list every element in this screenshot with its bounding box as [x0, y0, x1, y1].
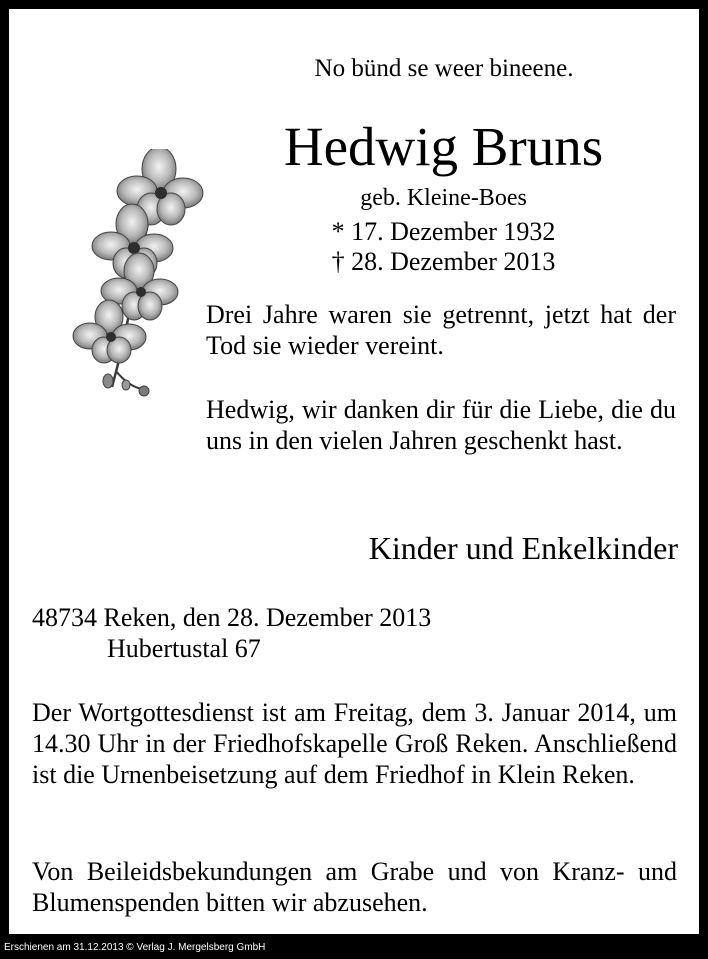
motto: No bünd se weer bineene. [314, 55, 574, 82]
mourners-signature: Kinder und Enkelkinder [368, 530, 678, 566]
deceased-name: Hedwig Bruns [283, 116, 604, 177]
service-info-paragraph: Der Wortgottesdienst ist am Freitag, dem 3. Januar 2014, um 14.30 Uhr in der Friedhofskapelle Groß Reken. Anschließend ist die Urnenbeisetzung auf dem Friedhof in Klein Reken. [32, 698, 677, 789]
publication-footer: Erschienen am 31.12.2013 © Verlag J. Mergelsberg GmbH [4, 942, 266, 953]
street-address: Hubertustal 67 [107, 634, 261, 663]
obituary-notice [9, 9, 699, 934]
condolence-note-paragraph: Von Beileidsbekundungen am Grabe und von Kranz- und Blumenspenden bitten wir abzusehen. [32, 857, 677, 917]
gratitude-paragraph: Hedwig, wir danken dir für die Liebe, die du uns in den vielen Jahren geschenkt hast. [206, 395, 676, 455]
reunion-paragraph: Drei Jahre waren sie getrennt, jetzt hat der Tod sie wieder vereint. [206, 300, 676, 360]
birth-name: geb. Kleine-Boes [360, 185, 527, 211]
death-date: † 28. Dezember 2013 [331, 247, 556, 276]
place-and-date: 48734 Reken, den 28. Dezember 2013 [32, 603, 432, 632]
birth-date: * 17. Dezember 1932 [331, 217, 556, 246]
orchid-icon [64, 149, 224, 409]
